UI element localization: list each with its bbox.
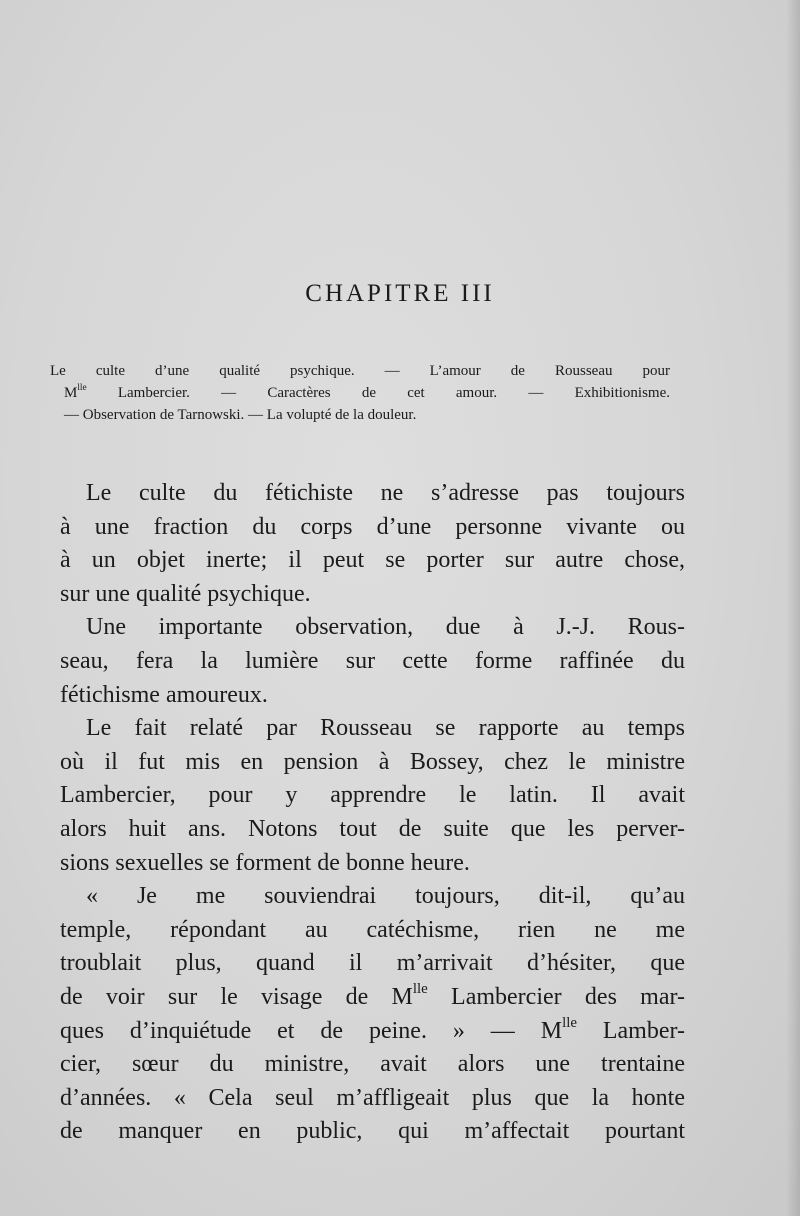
text-line: fétichisme amoureux. [60, 681, 268, 708]
text-line: à un objet inerte; il peut se porter sur autre chose, [60, 547, 685, 574]
text-line: Une importante observation, due à J.-J. Rous- [86, 614, 685, 641]
text-line: de voir sur le visage de $M^{lle}$ Lambercier des mar- [60, 980, 686, 1010]
text-line: Le culte du fétichiste ne s’adresse pas toujours [86, 480, 685, 506]
text-line: sions sexuelles se forment de bonne heure. [60, 849, 470, 876]
text-line: ques d’inquiétude et de peine. » — $M^{lle}$ Lamber- [60, 1014, 685, 1044]
page-edge-shadow [786, 0, 800, 1216]
text-line: où il fut mis en pension à Bossey, chez le ministre [60, 748, 685, 775]
text-line: à une fraction du corps d’une personne vivante ou [60, 513, 685, 540]
text-line: seau, fera la lumière sur cette forme raffinée du [60, 647, 685, 674]
paragraph [60, 880, 685, 1149]
text-line: Lambercier, pour y apprendre le latin. Il avait [60, 782, 685, 809]
text-line: d’années. « Cela seul m’affligeait plus que la honte [60, 1084, 685, 1111]
paragraph [60, 712, 685, 880]
text-line: Le fait relaté par Rousseau se rapporte au temps [86, 715, 685, 742]
summary-line: — Observation de Tarnowski. — La volupté de la douleur. [64, 407, 417, 423]
summary-line: Le culte d’une qualité psychique. — L’amour de Rousseau pour [50, 363, 670, 379]
text-line: de manquer en public, qui m’affectait pourtant [60, 1118, 685, 1145]
text-line: alors huit ans. Notons tout de suite que les perver- [60, 815, 685, 842]
summary-line: $M^{lle}$ Lambercier. — Caractères de cet amour. — Exhibitionisme. [64, 383, 670, 401]
text-line: temple, répondant au catéchisme, rien ne me [60, 916, 685, 943]
text-line: troublait plus, quand il m’arrivait d’hésiter, que [60, 950, 685, 977]
chapter-summary [50, 360, 670, 426]
paragraph [60, 477, 685, 611]
text-line: cier, sœur du ministre, avait alors une trentaine [60, 1051, 685, 1078]
paragraph [60, 611, 685, 712]
text-line: « Je me souviendrai toujours, dit-il, qu’au [86, 883, 685, 910]
text-line: sur une qualité psychique. [60, 580, 311, 607]
chapter-title: CHAPITRE III [305, 280, 495, 307]
body-text [60, 477, 685, 1149]
